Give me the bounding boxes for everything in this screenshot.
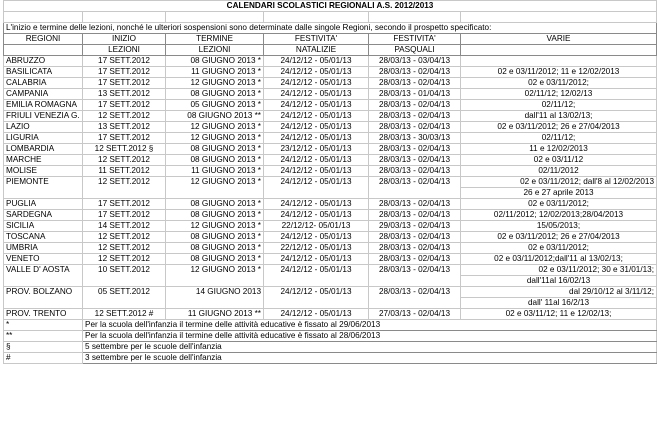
footnote-text: Per la scuola dell'infanzia il termine delle attività educative è fissato al 28/06/2013 [83, 331, 657, 342]
region-cell: LOMBARDIA [4, 144, 83, 155]
footnote-row [4, 331, 657, 342]
intro-row [4, 23, 657, 34]
christmas-cell: 24/12/12 - 05/01/13 [264, 111, 369, 122]
easter-cell: 28/03/13 - 03/04/13 [369, 56, 461, 67]
easter-cell: 28/03/13 - 02/04/13 [369, 155, 461, 166]
start-cell: 12 SETT.2012 [83, 254, 166, 265]
start-cell: 11 SETT.2012 [83, 166, 166, 177]
region-cell: VENETO [4, 254, 83, 265]
region-cell: PUGLIA [4, 199, 83, 210]
page-title: CALENDARI SCOLASTICI REGIONALI A.S. 2012/2013 [4, 1, 657, 12]
christmas-cell: 24/12/12 - 05/01/13 [264, 155, 369, 166]
varie-cell: 02 e 03/11/2012; [461, 243, 657, 254]
start-cell: 12 SETT.2012 [83, 177, 166, 199]
header-lezioni-2: LEZIONI [166, 45, 264, 56]
end-cell: 08 GIUGNO 2013 * [166, 56, 264, 67]
christmas-cell: 24/12/12 - 05/01/13 [264, 177, 369, 199]
region-cell: LAZIO [4, 122, 83, 133]
region-cell: EMILIA ROMAGNA [4, 100, 83, 111]
christmas-cell: 22/12/12 - 05/01/13 [264, 243, 369, 254]
calendar-table [3, 0, 657, 364]
start-cell: 12 SETT.2012 [83, 243, 166, 254]
christmas-cell: 22/12/12- 05/01/13 [264, 221, 369, 232]
varie-cell: 02 e 03/11/2012; [461, 199, 657, 210]
start-cell: 17 SETT.2012 [83, 78, 166, 89]
region-cell: UMBRIA [4, 243, 83, 254]
region-cell: LIGURIA [4, 133, 83, 144]
easter-cell: 28/03/13 - 02/04/13 [369, 265, 461, 287]
table-row [4, 199, 657, 210]
end-cell: 08 GIUGNO 2013 * [166, 199, 264, 210]
varie-cell: 02 e 03/11/2012; 11 e 12/02/2013 [461, 67, 657, 78]
easter-cell: 28/03/13 - 01/04/13 [369, 89, 461, 100]
region-cell: SARDEGNA [4, 210, 83, 221]
title-row [4, 1, 657, 12]
region-cell: ABRUZZO [4, 56, 83, 67]
region-cell: MARCHE [4, 155, 83, 166]
end-cell: 05 GIUGNO 2013 * [166, 100, 264, 111]
start-cell: 12 SETT.2012 [83, 111, 166, 122]
end-cell: 08 GIUGNO 2013 ** [166, 111, 264, 122]
easter-cell: 28/03/13 - 02/04/13 [369, 67, 461, 78]
end-cell: 08 GIUGNO 2013 * [166, 155, 264, 166]
start-cell: 10 SETT.2012 [83, 265, 166, 287]
table-row [4, 243, 657, 254]
footnote-row [4, 342, 657, 353]
header-festivita-natalizie: FESTIVITA' [264, 34, 369, 45]
table-row [4, 232, 657, 243]
region-cell: TOSCANA [4, 232, 83, 243]
christmas-cell: 24/12/12 - 05/01/13 [264, 287, 369, 309]
start-cell: 17 SETT.2012 [83, 67, 166, 78]
table-row [4, 144, 657, 155]
easter-cell: 28/03/13 - 02/04/13 [369, 122, 461, 133]
end-cell: 08 GIUGNO 2013 * [166, 232, 264, 243]
end-cell: 08 GIUGNO 2013 * [166, 210, 264, 221]
varie-cell: dall'11al 16/02/13 [461, 276, 657, 287]
footnote-text: 5 settembre per le scuole dell'infanzia [83, 342, 657, 353]
start-cell: 12 SETT.2012 § [83, 144, 166, 155]
footnote-symbol: * [4, 320, 83, 331]
varie-cell: 11 e 12/02/2013 [461, 144, 657, 155]
start-cell: 17 SETT.2012 [83, 56, 166, 67]
varie-cell [461, 56, 657, 67]
table-row [4, 56, 657, 67]
footnote-symbol: § [4, 342, 83, 353]
header-inizio: INIZIO [83, 34, 166, 45]
table-row [4, 166, 657, 177]
table-row [4, 133, 657, 144]
christmas-cell: 23/12/12 - 05/01/13 [264, 144, 369, 155]
varie-cell: 02 e 03/11/12; 11 e 12/02/13; [461, 309, 657, 320]
table-row [4, 254, 657, 265]
start-cell: 12 SETT.2012 [83, 232, 166, 243]
varie-cell: 02 e 03/11/2012; 26 e 27/04/2013 [461, 122, 657, 133]
end-cell: 12 GIUGNO 2013 * [166, 122, 264, 133]
end-cell: 12 GIUGNO 2013 * [166, 177, 264, 199]
varie-cell: 02/11/2012; 12/02/2013;28/04/2013 [461, 210, 657, 221]
varie-cell: 02 e 03/11/12 [461, 155, 657, 166]
christmas-cell: 24/12/12 - 05/01/13 [264, 133, 369, 144]
header-termine: TERMINE [166, 34, 264, 45]
varie-cell: dall'11 al 13/02/13; [461, 111, 657, 122]
varie-cell: 02 e 03/11/2012; 26 e 27/04/2013 [461, 232, 657, 243]
easter-cell: 28/03/13 - 02/04/13 [369, 166, 461, 177]
intro-text: L'inizio e termine delle lezioni, nonché le ulteriori sospensioni sono determinate dalle singole Regioni, secondo il prospetto specificato: [4, 23, 657, 34]
easter-cell: 28/03/13 - 02/04/13 [369, 199, 461, 210]
footnote-symbol: # [4, 353, 83, 364]
christmas-cell: 24/12/12 - 05/01/13 [264, 210, 369, 221]
easter-cell: 28/03/13 - 02/04/13 [369, 287, 461, 309]
varie-cell: dall' 11al 16/2/13 [461, 298, 657, 309]
table-row [4, 221, 657, 232]
start-cell: 17 SETT.2012 [83, 199, 166, 210]
easter-cell: 28/03/13 - 02/04/13 [369, 232, 461, 243]
region-cell: BASILICATA [4, 67, 83, 78]
easter-cell: 28/03/13 - 02/04/13 [369, 111, 461, 122]
christmas-cell: 24/12/12 - 05/01/13 [264, 254, 369, 265]
end-cell: 08 GIUGNO 2013 * [166, 254, 264, 265]
christmas-cell: 24/12/12 - 05/01/13 [264, 309, 369, 320]
start-cell: 13 SETT.2012 [83, 122, 166, 133]
christmas-cell: 24/12/12 - 05/01/13 [264, 166, 369, 177]
christmas-cell: 24/12/12 - 05/01/13 [264, 265, 369, 287]
varie-cell: 02 e 03/11/2012;dall'11 al 13/02/13; [461, 254, 657, 265]
easter-cell: 28/03/13 - 02/04/13 [369, 177, 461, 199]
table-row [4, 155, 657, 166]
end-cell: 14 GIUGNO 2013 [166, 287, 264, 309]
footnote-symbol: ** [4, 331, 83, 342]
start-cell: 17 SETT.2012 [83, 100, 166, 111]
easter-cell: 28/03/13 - 02/04/13 [369, 100, 461, 111]
header-varie: VARIE [461, 34, 657, 45]
easter-cell: 28/03/13 - 02/04/13 [369, 243, 461, 254]
start-cell: 17 SETT.2012 [83, 210, 166, 221]
easter-cell: 27/03/13 - 02/04/13 [369, 309, 461, 320]
region-cell: CAMPANIA [4, 89, 83, 100]
footnote-row [4, 353, 657, 364]
end-cell: 11 GIUGNO 2013 * [166, 166, 264, 177]
table-row [4, 265, 657, 276]
end-cell: 08 GIUGNO 2013 * [166, 144, 264, 155]
varie-cell: 02/11/12; [461, 133, 657, 144]
easter-cell: 28/03/13 - 30/03/13 [369, 133, 461, 144]
varie-cell: 02 e 03/11/2012; dall'8 al 12/02/2013 [461, 177, 657, 188]
header-pasquali: PASQUALI [369, 45, 461, 56]
table-row [4, 111, 657, 122]
end-cell: 12 GIUGNO 2013 * [166, 133, 264, 144]
end-cell: 11 GIUGNO 2013 ** [166, 309, 264, 320]
start-cell: 14 SETT.2012 [83, 221, 166, 232]
footnote-text: Per la scuola dell'infanzia il termine delle attività educative è fissato al 29/06/2013 [83, 320, 657, 331]
end-cell: 11 GIUGNO 2013 * [166, 67, 264, 78]
end-cell: 12 GIUGNO 2013 * [166, 78, 264, 89]
christmas-cell: 24/12/12 - 05/01/13 [264, 67, 369, 78]
start-cell: 17 SETT.2012 [83, 133, 166, 144]
easter-cell: 28/03/13 - 02/04/13 [369, 144, 461, 155]
varie-cell: 02/11/12; [461, 100, 657, 111]
table-row [4, 287, 657, 298]
region-cell: PROV. BOLZANO [4, 287, 83, 309]
varie-cell: 26 e 27 aprile 2013 [461, 188, 657, 199]
region-cell: MOLISE [4, 166, 83, 177]
christmas-cell: 24/12/12 - 05/01/13 [264, 100, 369, 111]
table-row [4, 78, 657, 89]
christmas-cell: 24/12/12 - 05/01/13 [264, 199, 369, 210]
table-row [4, 67, 657, 78]
header-row [4, 34, 657, 45]
start-cell: 13 SETT.2012 [83, 89, 166, 100]
footnote-row [4, 320, 657, 331]
easter-cell: 28/03/13 - 02/04/13 [369, 78, 461, 89]
table-row [4, 210, 657, 221]
christmas-cell: 24/12/12 - 05/01/13 [264, 122, 369, 133]
christmas-cell: 24/12/12 - 05/01/13 [264, 56, 369, 67]
table-row [4, 89, 657, 100]
region-cell: PIEMONTE [4, 177, 83, 199]
varie-cell: 02 e 03/11/2012; [461, 78, 657, 89]
table-row [4, 100, 657, 111]
start-cell: 12 SETT.2012 # [83, 309, 166, 320]
easter-cell: 28/03/13 - 02/04/13 [369, 254, 461, 265]
easter-cell: 29/03/13 - 02/04/13 [369, 221, 461, 232]
christmas-cell: 24/12/12 - 05/01/13 [264, 89, 369, 100]
varie-cell: dal 29/10/12 al 3/11/12; [461, 287, 657, 298]
varie-cell: 02 e 03/11/2012; 30 e 31/01/13; [461, 265, 657, 276]
start-cell: 05 SETT.2012 [83, 287, 166, 309]
christmas-cell: 24/12/12 - 05/01/13 [264, 78, 369, 89]
region-cell: CALABRIA [4, 78, 83, 89]
header-festivita-pasquali: FESTIVITA' [369, 34, 461, 45]
table-row [4, 122, 657, 133]
header-regioni: REGIONI [4, 34, 83, 45]
varie-cell: 02/11/2012 [461, 166, 657, 177]
table-row [4, 309, 657, 320]
varie-cell: 15/05/2013; [461, 221, 657, 232]
end-cell: 08 GIUGNO 2013 * [166, 89, 264, 100]
varie-cell: 02/11/12; 12/02/13 [461, 89, 657, 100]
header-lezioni-1: LEZIONI [83, 45, 166, 56]
end-cell: 12 GIUGNO 2013 * [166, 265, 264, 287]
table-row [4, 177, 657, 188]
easter-cell: 28/03/13 - 02/04/13 [369, 210, 461, 221]
start-cell: 12 SETT.2012 [83, 155, 166, 166]
spacer-row [4, 12, 657, 23]
footnote-text: 3 settembre per le scuole dell'infanzia [83, 353, 657, 364]
region-cell: VALLE D' AOSTA [4, 265, 83, 287]
region-cell: SICILIA [4, 221, 83, 232]
region-cell: PROV. TRENTO [4, 309, 83, 320]
region-cell: FRIULI VENEZIA G. [4, 111, 83, 122]
christmas-cell: 24/12/12 - 05/01/13 [264, 232, 369, 243]
header-row-2 [4, 45, 657, 56]
header-natalizie: NATALIZIE [264, 45, 369, 56]
end-cell: 12 GIUGNO 2013 * [166, 221, 264, 232]
end-cell: 08 GIUGNO 2013 * [166, 243, 264, 254]
